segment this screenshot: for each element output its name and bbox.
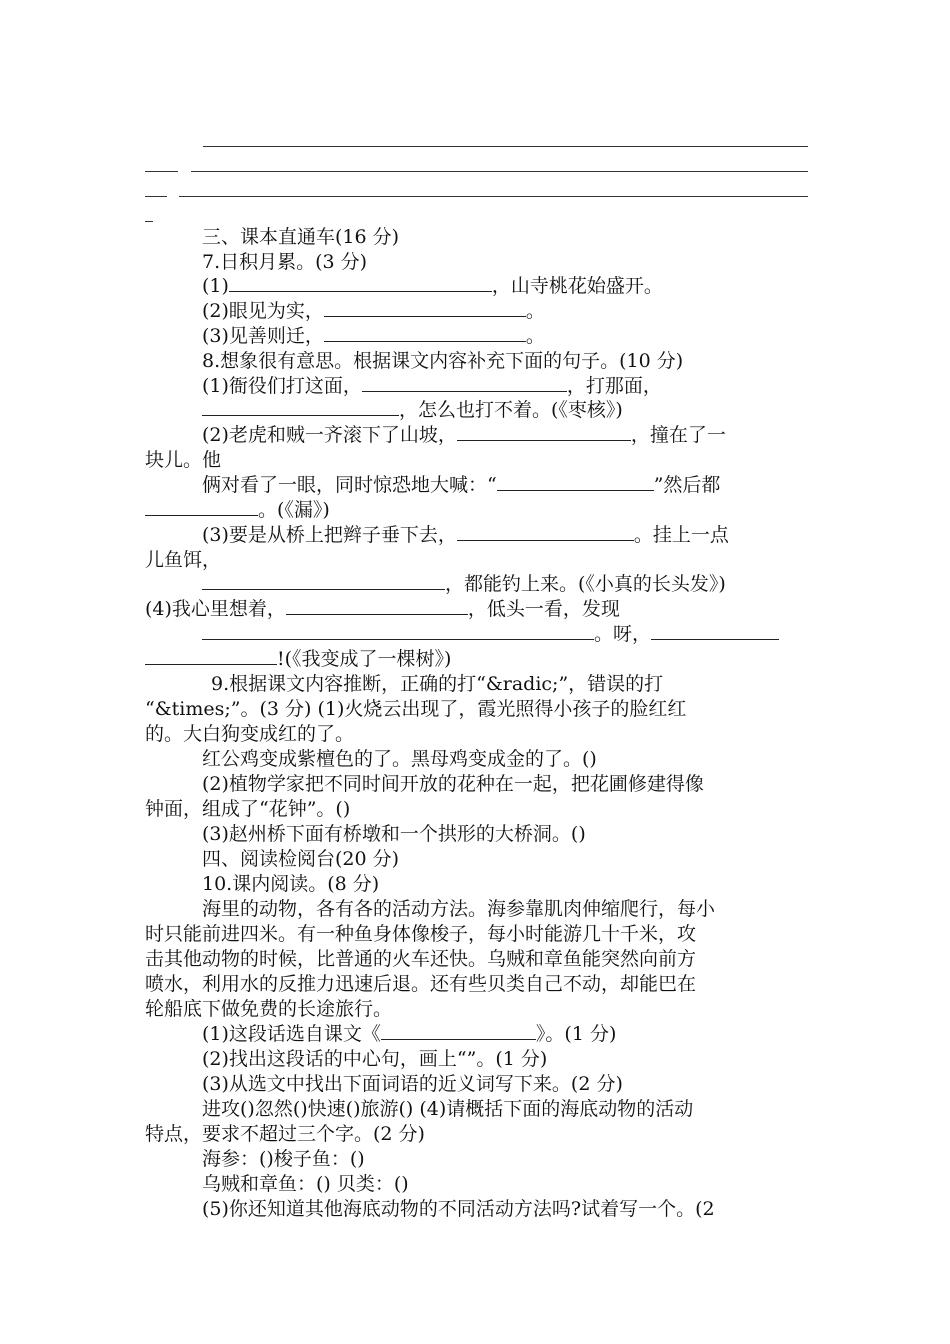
passage-line: 击其他动物的时候，比普通的火车还快。乌贼和章鱼能突然向前方 xyxy=(145,948,697,970)
passage-line: 时只能前进四米。有一种鱼身体像梭子，每小时能游几十千米，攻 xyxy=(145,923,697,945)
fill-blank[interactable] xyxy=(145,647,277,665)
section-heading: 三、课本直通车(16 分) xyxy=(202,226,400,248)
question-line: 红公鸡变成紫檀色的了。黑母鸡变成金的了。() xyxy=(202,748,597,770)
line-text: (1)衙役们打这面， xyxy=(202,375,362,397)
question-line: (3)赵州桥下面有桥墩和一个拱形的大桥洞。() xyxy=(202,823,586,845)
answer-line xyxy=(145,196,167,197)
question-line: 的。大白狗变成红的了。 xyxy=(145,723,355,745)
question-line xyxy=(145,622,867,646)
line-text: 。(《漏》) xyxy=(258,499,330,521)
passage-line: 喷水，利用水的反推力迅速后退。还有些贝类自己不动，却能巴在 xyxy=(145,973,697,995)
fill-blank[interactable] xyxy=(145,498,258,516)
line-text: 。 xyxy=(525,325,545,347)
section-heading: 四、阅读检阅台(20 分) xyxy=(202,848,400,870)
question-line: 进攻()忽然()快速()旅游() (4)请概括下面的海底动物的活动 xyxy=(202,1098,694,1120)
question-line xyxy=(145,1022,867,1046)
question-title: 10.课内阅读。(8 分) xyxy=(202,873,380,895)
line-text: ，山寺桃花始盛开。 xyxy=(491,275,663,297)
fill-blank[interactable] xyxy=(202,572,445,590)
fill-blank[interactable] xyxy=(362,374,567,392)
passage-line: 海里的动物，各有各的活动方法。海参靠肌肉伸缩爬行，每小 xyxy=(202,898,716,920)
question-line: (5)你还知道其他海底动物的不同活动方法吗?试着写一个。(2 xyxy=(202,1198,715,1220)
question-line xyxy=(145,274,867,298)
line-text: (1)这段话选自课文《 xyxy=(202,1023,381,1045)
question-line: 乌贼和章鱼：() 贝类：() xyxy=(202,1173,409,1195)
line-text: (2)老虎和贼一齐滚下了山坡， xyxy=(202,424,457,446)
question-line xyxy=(145,398,867,422)
question-line xyxy=(145,324,867,348)
answer-line xyxy=(145,221,153,222)
question-line: 钟面，组成了“花钟”。() xyxy=(145,798,351,820)
question-line: 海参：()梭子鱼：() xyxy=(202,1148,365,1170)
line-text: ，都能钓上来。(《小真的长头发》) xyxy=(445,573,726,595)
question-line xyxy=(145,473,867,497)
line-text: (1) xyxy=(202,275,229,297)
line-text: 。 xyxy=(525,300,545,322)
question-title: 8.想象很有意思。根据课文内容补充下面的句子。(10 分) xyxy=(202,350,684,372)
question-line: 特点，要求不超过三个字。(2 分) xyxy=(145,1123,425,1145)
question-title: 7.日积月累。(3 分) xyxy=(202,251,368,273)
fill-blank[interactable] xyxy=(286,597,468,615)
passage-line: 轮船底下做免费的长途旅行。 xyxy=(145,998,393,1020)
fill-blank[interactable] xyxy=(457,423,631,441)
question-line: (2)找出这段话的中心句，画上“”。(1 分) xyxy=(202,1048,548,1070)
line-text: 。挂上一点 xyxy=(633,524,729,546)
question-line xyxy=(145,647,810,671)
line-text: 。呀， xyxy=(594,623,652,645)
fill-blank[interactable] xyxy=(381,1022,536,1040)
line-text: 俩对看了一眼，同时惊恐地大喊：“ xyxy=(202,474,497,496)
question-line: “&times;”。(3 分) (1)火烧云出现了，霞光照得小孩子的脸红红 xyxy=(145,698,687,720)
question-line xyxy=(145,597,810,621)
line-text: (4)我心里想着， xyxy=(145,598,286,620)
question-line xyxy=(145,572,867,596)
answer-line xyxy=(145,171,178,172)
question-line: 儿鱼饵， xyxy=(145,549,222,571)
fill-blank[interactable] xyxy=(202,622,594,640)
fill-blank[interactable] xyxy=(229,274,492,292)
line-text: ，撞在了一 xyxy=(630,424,726,446)
fill-blank[interactable] xyxy=(324,299,526,317)
question-line xyxy=(145,423,867,447)
question-line: (3)从选文中找出下面词语的近义词写下来。(2 分) xyxy=(202,1073,623,1095)
fill-blank[interactable] xyxy=(457,523,634,541)
fill-blank[interactable] xyxy=(202,398,399,416)
line-text: 》。(1 分) xyxy=(535,1023,617,1045)
line-text: (3)见善则迁， xyxy=(202,325,324,347)
answer-line xyxy=(179,196,808,197)
line-text: (3)要是从桥上把辫子垂下去， xyxy=(202,524,457,546)
question-line xyxy=(145,374,867,398)
question-line xyxy=(145,299,867,323)
line-text: ，怎么也打不着。(《枣核》) xyxy=(399,399,623,421)
question-line xyxy=(145,498,810,522)
fill-blank[interactable] xyxy=(497,473,654,491)
line-text: !(《我变成了一棵树》) xyxy=(277,648,452,670)
question-line xyxy=(145,523,867,547)
question-line: (2)植物学家把不同时间开放的花种在一起，把花圃修建得像 xyxy=(202,773,704,795)
line-text: ”然后都 xyxy=(653,474,721,496)
fill-blank[interactable] xyxy=(651,622,779,640)
line-text: ，打那面， xyxy=(566,375,662,397)
line-text: ，低头一看，发现 xyxy=(467,598,620,620)
answer-line xyxy=(191,171,808,172)
fill-blank[interactable] xyxy=(324,324,526,342)
line-text: (2)眼见为实， xyxy=(202,300,324,322)
question-line: 块儿。他 xyxy=(145,449,222,471)
answer-line xyxy=(203,146,808,147)
question-line: 9.根据课文内容推断，正确的打“&radic;”，错误的打 xyxy=(211,673,664,695)
